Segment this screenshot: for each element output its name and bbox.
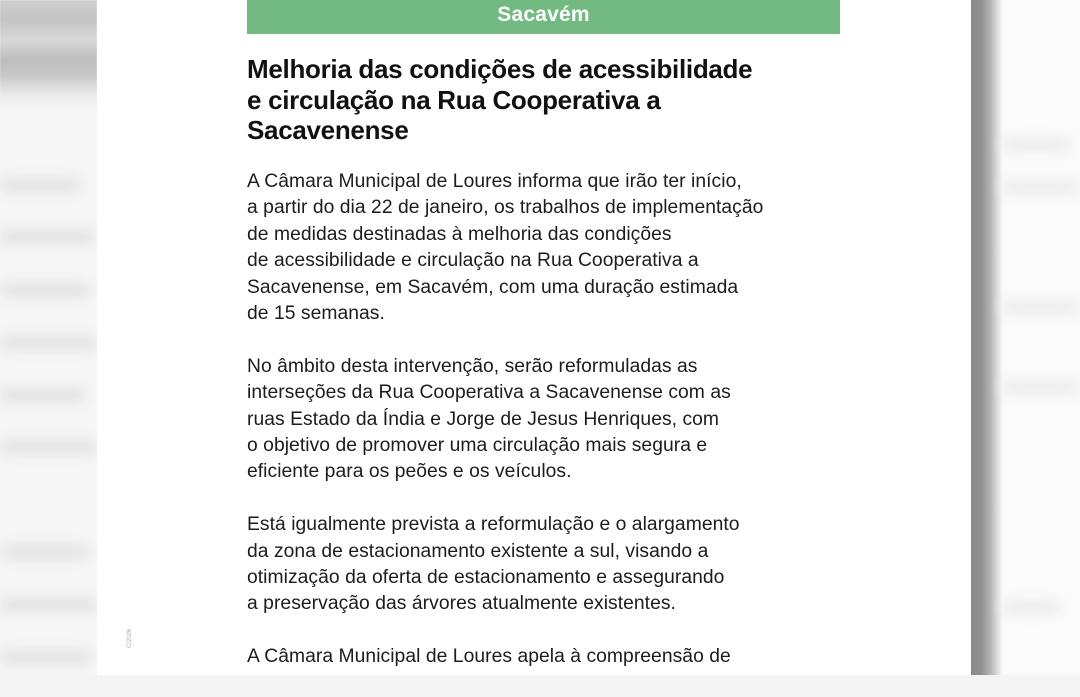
blurred-text-row <box>1001 380 1080 394</box>
section-banner-label: Sacavém <box>497 3 590 26</box>
text-line: A Câmara Municipal de Loures informa que irão ter início, <box>247 171 742 192</box>
paragraph-4 <box>247 644 857 670</box>
side-credit-note: C/2026 <box>127 628 133 648</box>
section-banner <box>247 0 840 34</box>
blurred-background-right <box>971 0 1080 675</box>
blurred-text-row <box>0 440 97 454</box>
text-line: de acessibilidade e circulação na Rua Cooperativa a <box>247 250 699 272</box>
text-line: eficiente para os peões e os veículos. <box>247 461 572 483</box>
text-line: a preservação das árvores atualmente existentes. <box>247 593 676 615</box>
blurred-text-row <box>0 178 80 192</box>
text-line: A Câmara Municipal de Loures apela à compreensão de <box>247 646 731 668</box>
text-line: de 15 semanas. <box>247 303 385 325</box>
title-line: Melhoria das condições de acessibilidade <box>247 54 753 84</box>
blurred-text-row <box>1001 300 1080 314</box>
blurred-background-left <box>0 0 97 675</box>
text-line: Está igualmente prevista a reformulação e o alargamento <box>247 514 740 536</box>
blurred-text-row <box>1001 180 1080 194</box>
text-line: da zona de estacionamento existente a sul, visando a <box>247 540 709 562</box>
title-line: Sacavenense <box>247 115 409 145</box>
text-line: ruas Estado da Índia e Jorge de Jesus Henriques, com <box>247 408 720 430</box>
paragraph-3 <box>247 512 857 618</box>
text-line: Sacavenense, em Sacavém, com uma duração estimada <box>247 276 739 298</box>
blurred-text-row <box>1001 600 1061 614</box>
document-page <box>97 0 971 675</box>
blurred-text-row <box>0 598 97 612</box>
blurred-text-row <box>0 336 97 350</box>
blurred-text-row <box>0 545 90 559</box>
article-title <box>247 54 847 146</box>
paragraph-1 <box>247 169 857 327</box>
blurred-text-row <box>0 650 92 664</box>
text-line: otimização da oferta de estacionamento e assegurando <box>247 567 725 589</box>
blurred-text-row <box>1001 138 1071 152</box>
text-line: a partir do dia 22 de janeiro, os trabalhos de implementação <box>247 197 764 219</box>
text-line: o objetivo de promover uma circulação mais segura e <box>247 435 708 457</box>
text-line: No âmbito desta intervenção, serão reformuladas as <box>247 355 698 377</box>
article-body <box>247 169 857 697</box>
blurred-text-row <box>0 388 85 402</box>
paragraph-2 <box>247 354 857 486</box>
blurred-text-row <box>0 283 90 297</box>
text-line: de medidas destinadas à melhoria das condições <box>247 223 672 245</box>
text-line: interseções da Rua Cooperativa a Sacavenense com as <box>247 382 731 404</box>
page-edge-shadow <box>971 0 1003 675</box>
title-line: e circulação na Rua Cooperativa a <box>247 84 661 115</box>
blurred-text-row <box>0 230 95 244</box>
